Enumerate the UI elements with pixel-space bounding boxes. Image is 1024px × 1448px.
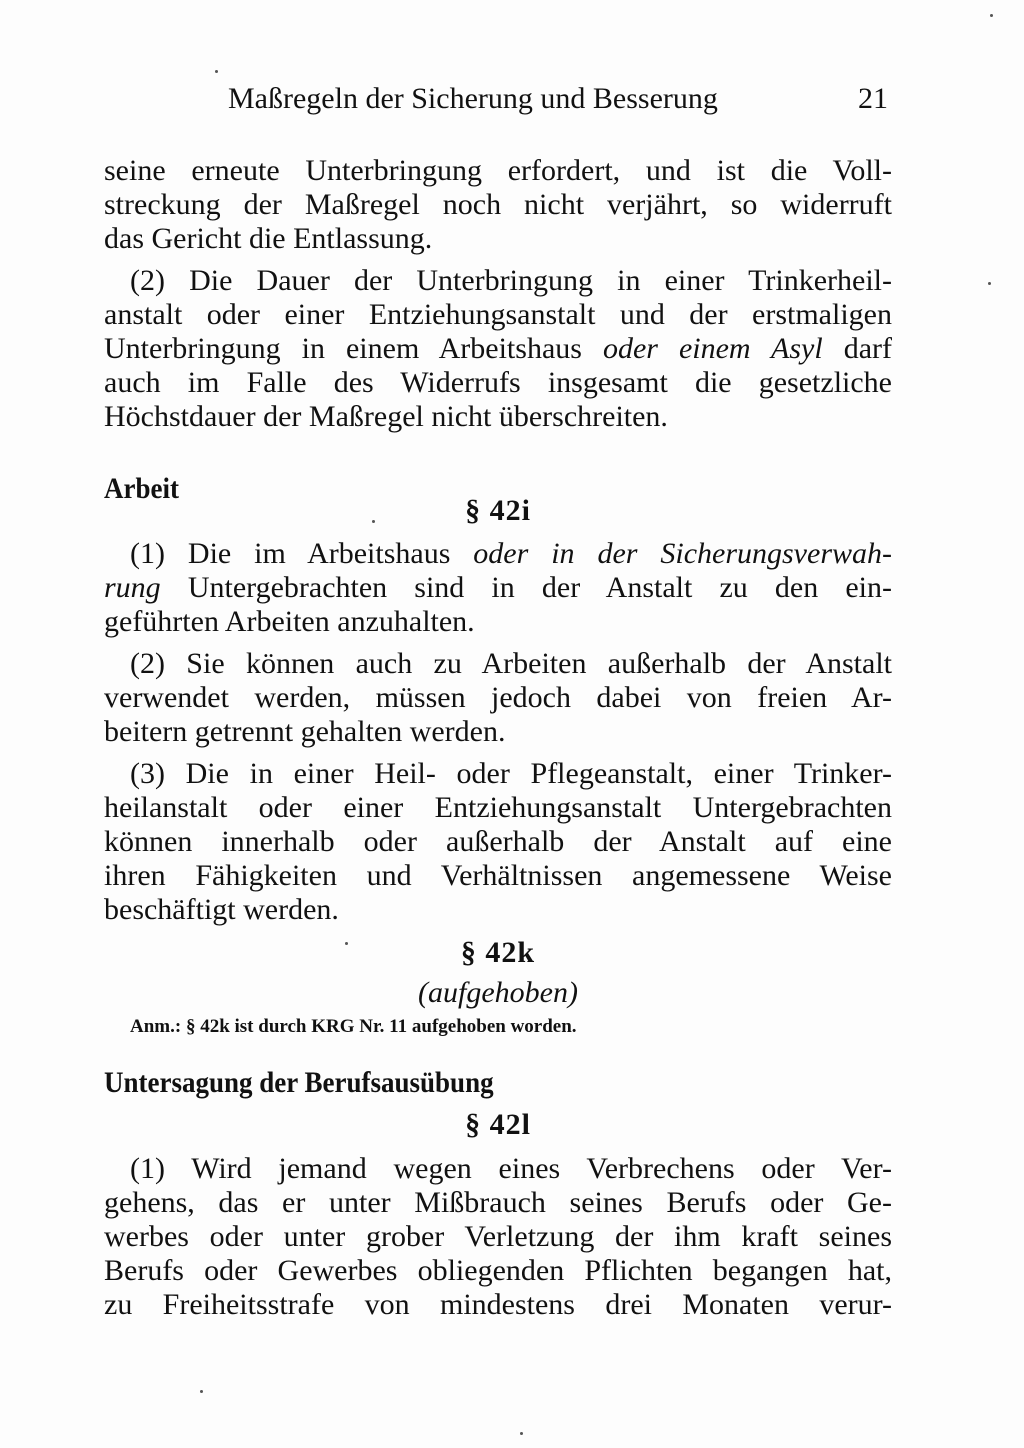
- text-line: (2) Die Dauer der Unterbringung in einer Trinkerheil-: [130, 264, 892, 297]
- text-segment: Untergebrachten sind in der Anstalt zu den ein-: [160, 571, 892, 604]
- text-line: können innerhalb oder außerhalb der Anstalt auf eine: [104, 825, 892, 858]
- text-segment: darf: [822, 332, 893, 365]
- footnote: Anm.: § 42k ist durch KRG Nr. 11 aufgehoben worden.: [130, 1016, 577, 1037]
- text-line: beitern getrennt gehalten werden.: [104, 715, 506, 748]
- text-line: auch im Falle des Widerrufs insgesamt die gesetzliche: [104, 366, 892, 399]
- text-line: zu Freiheitsstrafe von mindestens drei Monaten verur-: [104, 1288, 892, 1321]
- section-number: § 42i: [465, 494, 531, 527]
- page-header: [228, 82, 888, 122]
- text-line: Höchstdauer der Maßregel nicht überschreiten.: [104, 400, 668, 433]
- text-segment: Unterbringung in einem Arbeitshaus: [104, 332, 603, 365]
- text-line: [104, 571, 892, 605]
- text-line: (3) Die in einer Heil- oder Pflegeanstalt, einer Trinker-: [130, 757, 892, 790]
- text-line: heilanstalt oder einer Entziehungsanstalt Untergebrachten: [104, 791, 892, 824]
- scan-speck: [215, 70, 218, 73]
- section-heading: Arbeit: [104, 472, 179, 505]
- text-line: gehens, das er unter Mißbrauch seines Berufs oder Ge-: [104, 1186, 892, 1219]
- text-line: seine erneute Unterbringung erfordert, und ist die Voll-: [104, 154, 892, 187]
- scan-speck: [200, 1390, 203, 1393]
- text-line: ihren Fähigkeiten und Verhältnissen angemessene Weise: [104, 859, 892, 892]
- text-line: beschäftigt werden.: [104, 893, 339, 926]
- text-line: [104, 332, 892, 366]
- scan-speck: [372, 520, 375, 523]
- text-line: werbes oder unter grober Verletzung der ihm kraft seines: [104, 1220, 892, 1253]
- italic-text: oder in der Sicherungsverwah-: [473, 537, 892, 570]
- text-segment: (1) Die im Arbeitshaus: [130, 537, 474, 570]
- section-number: § 42k: [460, 936, 536, 969]
- scan-speck: [988, 282, 991, 285]
- text-line: streckung der Maßregel noch nicht verjährt, so widerruft: [104, 188, 892, 221]
- running-title: Maßregeln der Sicherung und Besserung: [228, 82, 718, 115]
- scan-speck: [990, 14, 993, 17]
- text-line: anstalt oder einer Entziehungsanstalt und der erstmaligen: [104, 298, 892, 331]
- section-number: § 42l: [465, 1108, 531, 1141]
- page-number: 21: [858, 82, 888, 115]
- text-line: das Gericht die Entlassung.: [104, 222, 433, 255]
- repealed-status: (aufgehoben): [418, 976, 578, 1009]
- italic-text: oder einem Asyl: [602, 332, 823, 365]
- text-line: verwendet werden, müssen jedoch dabei von freien Ar-: [104, 681, 892, 714]
- text-line: geführten Arbeiten anzuhalten.: [104, 605, 475, 638]
- text-line: (1) Wird jemand wegen eines Verbrechens oder Ver-: [130, 1152, 892, 1185]
- scan-speck: [345, 942, 348, 945]
- text-line: (2) Sie können auch zu Arbeiten außerhalb der Anstalt: [130, 647, 892, 680]
- text-line: [130, 537, 892, 571]
- scan-speck: [520, 1432, 523, 1435]
- text-line: Berufs oder Gewerbes obliegenden Pflichten begangen hat,: [104, 1254, 892, 1287]
- section-heading: Untersagung der Berufsausübung: [104, 1066, 494, 1099]
- italic-text: rung: [104, 571, 161, 604]
